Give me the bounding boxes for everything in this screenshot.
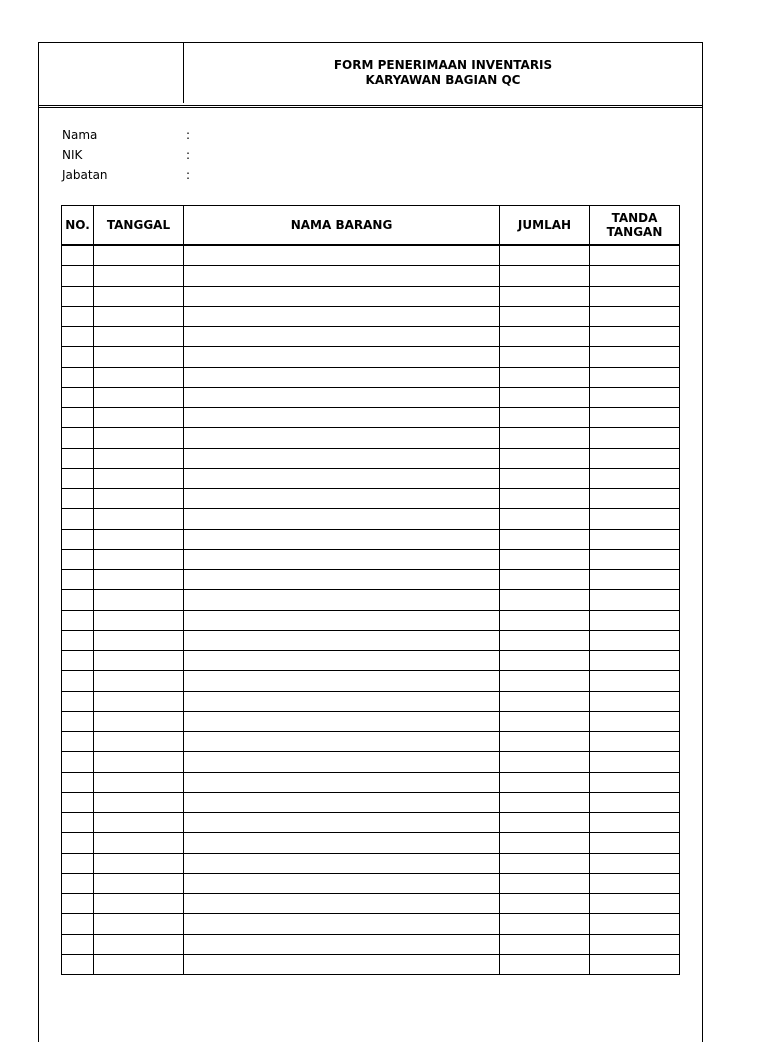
cell-jumlah[interactable] — [500, 873, 590, 893]
cell-nama-barang[interactable] — [184, 266, 500, 286]
cell-tanda-tangan[interactable] — [590, 894, 680, 914]
table-row — [62, 853, 680, 873]
field-jabatan — [62, 165, 196, 185]
cell-nama-barang[interactable] — [184, 245, 500, 266]
table-body — [62, 245, 680, 975]
cell-jumlah[interactable] — [500, 732, 590, 752]
cell-tanda-tangan[interactable] — [590, 853, 680, 873]
cell-tanda-tangan[interactable] — [590, 286, 680, 306]
cell-jumlah[interactable] — [500, 387, 590, 407]
cell-jumlah[interactable] — [500, 489, 590, 509]
cell-tanggal[interactable] — [94, 245, 184, 266]
cell-tanggal[interactable] — [94, 468, 184, 488]
cell-no[interactable] — [62, 549, 94, 569]
cell-no[interactable] — [62, 914, 94, 934]
table-row — [62, 792, 680, 812]
cell-jumlah[interactable] — [500, 428, 590, 448]
cell-jumlah[interactable] — [500, 813, 590, 833]
cell-no[interactable] — [62, 590, 94, 610]
table-row — [62, 954, 680, 974]
cell-jumlah[interactable] — [500, 651, 590, 671]
table-row — [62, 387, 680, 407]
table-row — [62, 327, 680, 347]
cell-nama-barang[interactable] — [184, 853, 500, 873]
cell-no[interactable] — [62, 408, 94, 428]
cell-tanggal[interactable] — [94, 489, 184, 509]
cell-nama-barang[interactable] — [184, 448, 500, 468]
form-title-line1: FORM PENERIMAAN INVENTARIS — [333, 58, 553, 72]
cell-tanggal[interactable] — [94, 590, 184, 610]
table-row — [62, 468, 680, 488]
table-row — [62, 651, 680, 671]
col-header-tanggal: TANGGAL — [94, 206, 184, 246]
cell-tanggal[interactable] — [94, 448, 184, 468]
cell-tanda-tangan[interactable] — [590, 549, 680, 569]
cell-nama-barang[interactable] — [184, 630, 500, 650]
cell-nama-barang[interactable] — [184, 468, 500, 488]
field-label: NIK — [62, 148, 83, 162]
form-header — [39, 43, 702, 108]
cell-no[interactable] — [62, 833, 94, 853]
cell-tanggal[interactable] — [94, 286, 184, 306]
field-label: Jabatan — [62, 168, 108, 182]
cell-no[interactable] — [62, 387, 94, 407]
cell-no[interactable] — [62, 792, 94, 812]
table-row — [62, 610, 680, 630]
cell-jumlah[interactable] — [500, 630, 590, 650]
cell-no[interactable] — [62, 691, 94, 711]
table-row — [62, 914, 680, 934]
cell-jumlah[interactable] — [500, 549, 590, 569]
cell-no[interactable] — [62, 752, 94, 772]
cell-tanda-tangan[interactable] — [590, 428, 680, 448]
cell-jumlah[interactable] — [500, 327, 590, 347]
cell-no[interactable] — [62, 610, 94, 630]
cell-tanggal[interactable] — [94, 428, 184, 448]
col-header-no: NO. — [62, 206, 94, 246]
cell-tanda-tangan[interactable] — [590, 954, 680, 974]
cell-tanda-tangan[interactable] — [590, 570, 680, 590]
cell-no[interactable] — [62, 732, 94, 752]
cell-tanda-tangan[interactable] — [590, 914, 680, 934]
cell-no[interactable] — [62, 529, 94, 549]
cell-tanggal[interactable] — [94, 529, 184, 549]
table-row — [62, 711, 680, 731]
cell-jumlah[interactable] — [500, 286, 590, 306]
cell-no[interactable] — [62, 367, 94, 387]
cell-tanggal[interactable] — [94, 934, 184, 954]
cell-jumlah[interactable] — [500, 590, 590, 610]
table-row — [62, 367, 680, 387]
table-row — [62, 752, 680, 772]
cell-tanggal[interactable] — [94, 671, 184, 691]
field-separator: : — [186, 128, 191, 142]
cell-tanggal[interactable] — [94, 347, 184, 367]
cell-tanggal[interactable] — [94, 306, 184, 326]
cell-jumlah[interactable] — [500, 833, 590, 853]
cell-no[interactable] — [62, 954, 94, 974]
cell-tanda-tangan[interactable] — [590, 610, 680, 630]
cell-nama-barang[interactable] — [184, 570, 500, 590]
cell-nama-barang[interactable] — [184, 509, 500, 529]
cell-tanggal[interactable] — [94, 367, 184, 387]
cell-tanggal[interactable] — [94, 610, 184, 630]
cell-nama-barang[interactable] — [184, 549, 500, 569]
cell-tanggal[interactable] — [94, 772, 184, 792]
cell-tanggal[interactable] — [94, 853, 184, 873]
cell-no[interactable] — [62, 853, 94, 873]
table-row — [62, 509, 680, 529]
inventory-table — [61, 205, 680, 975]
cell-tanggal[interactable] — [94, 954, 184, 974]
field-separator: : — [186, 168, 191, 182]
cell-no[interactable] — [62, 306, 94, 326]
col-header-ttd-line2: TANGAN — [606, 225, 663, 239]
cell-tanda-tangan[interactable] — [590, 651, 680, 671]
cell-tanda-tangan[interactable] — [590, 833, 680, 853]
cell-jumlah[interactable] — [500, 610, 590, 630]
cell-tanggal[interactable] — [94, 691, 184, 711]
cell-nama-barang[interactable] — [184, 711, 500, 731]
cell-jumlah[interactable] — [500, 671, 590, 691]
cell-no[interactable] — [62, 570, 94, 590]
cell-no[interactable] — [62, 813, 94, 833]
cell-tanda-tangan[interactable] — [590, 671, 680, 691]
cell-tanggal[interactable] — [94, 752, 184, 772]
cell-tanda-tangan[interactable] — [590, 934, 680, 954]
cell-nama-barang[interactable] — [184, 387, 500, 407]
table-row — [62, 590, 680, 610]
cell-nama-barang[interactable] — [184, 590, 500, 610]
cell-tanda-tangan[interactable] — [590, 792, 680, 812]
cell-jumlah[interactable] — [500, 408, 590, 428]
cell-no[interactable] — [62, 428, 94, 448]
cell-jumlah[interactable] — [500, 529, 590, 549]
cell-tanda-tangan[interactable] — [590, 468, 680, 488]
cell-no[interactable] — [62, 873, 94, 893]
cell-nama-barang[interactable] — [184, 286, 500, 306]
table-row — [62, 570, 680, 590]
cell-jumlah[interactable] — [500, 509, 590, 529]
cell-tanda-tangan[interactable] — [590, 732, 680, 752]
cell-tanda-tangan[interactable] — [590, 448, 680, 468]
cell-nama-barang[interactable] — [184, 367, 500, 387]
cell-no[interactable] — [62, 266, 94, 286]
col-header-ttd-line1: TANDA — [611, 211, 658, 225]
table-row — [62, 286, 680, 306]
cell-tanda-tangan[interactable] — [590, 711, 680, 731]
cell-tanggal[interactable] — [94, 894, 184, 914]
cell-tanggal[interactable] — [94, 651, 184, 671]
cell-tanggal[interactable] — [94, 792, 184, 812]
cell-jumlah[interactable] — [500, 367, 590, 387]
cell-nama-barang[interactable] — [184, 408, 500, 428]
table-row — [62, 833, 680, 853]
employee-info — [62, 125, 196, 185]
cell-nama-barang[interactable] — [184, 772, 500, 792]
cell-no[interactable] — [62, 468, 94, 488]
cell-no[interactable] — [62, 347, 94, 367]
form-title-line2: KARYAWAN BAGIAN QC — [365, 73, 521, 87]
cell-tanggal[interactable] — [94, 509, 184, 529]
table-row — [62, 691, 680, 711]
cell-jumlah[interactable] — [500, 245, 590, 266]
col-header-tanda-tangan — [590, 206, 680, 246]
cell-nama-barang[interactable] — [184, 732, 500, 752]
cell-no[interactable] — [62, 651, 94, 671]
cell-tanda-tangan[interactable] — [590, 691, 680, 711]
cell-jumlah[interactable] — [500, 266, 590, 286]
cell-jumlah[interactable] — [500, 570, 590, 590]
cell-no[interactable] — [62, 286, 94, 306]
cell-tanda-tangan[interactable] — [590, 408, 680, 428]
cell-nama-barang[interactable] — [184, 813, 500, 833]
cell-nama-barang[interactable] — [184, 914, 500, 934]
table-row — [62, 245, 680, 266]
cell-jumlah[interactable] — [500, 347, 590, 367]
cell-tanda-tangan[interactable] — [590, 772, 680, 792]
cell-nama-barang[interactable] — [184, 894, 500, 914]
cell-tanggal[interactable] — [94, 914, 184, 934]
cell-nama-barang[interactable] — [184, 428, 500, 448]
cell-nama-barang[interactable] — [184, 792, 500, 812]
cell-no[interactable] — [62, 489, 94, 509]
field-nik — [62, 145, 196, 165]
cell-tanggal[interactable] — [94, 630, 184, 650]
table-row — [62, 813, 680, 833]
cell-tanda-tangan[interactable] — [590, 630, 680, 650]
cell-jumlah[interactable] — [500, 468, 590, 488]
table-row — [62, 408, 680, 428]
field-separator: : — [186, 148, 191, 162]
cell-no[interactable] — [62, 245, 94, 266]
cell-nama-barang[interactable] — [184, 610, 500, 630]
cell-tanggal[interactable] — [94, 873, 184, 893]
cell-tanda-tangan[interactable] — [590, 306, 680, 326]
cell-tanda-tangan[interactable] — [590, 873, 680, 893]
cell-tanggal[interactable] — [94, 711, 184, 731]
cell-no[interactable] — [62, 671, 94, 691]
field-nama — [62, 125, 196, 145]
cell-tanda-tangan[interactable] — [590, 347, 680, 367]
table-row — [62, 934, 680, 954]
table-row — [62, 894, 680, 914]
cell-nama-barang[interactable] — [184, 651, 500, 671]
table-row — [62, 732, 680, 752]
field-label: Nama — [62, 128, 98, 142]
cell-nama-barang[interactable] — [184, 691, 500, 711]
cell-jumlah[interactable] — [500, 691, 590, 711]
cell-tanda-tangan[interactable] — [590, 387, 680, 407]
cell-no[interactable] — [62, 630, 94, 650]
cell-no[interactable] — [62, 772, 94, 792]
cell-no[interactable] — [62, 711, 94, 731]
table-row — [62, 489, 680, 509]
cell-tanda-tangan[interactable] — [590, 752, 680, 772]
cell-nama-barang[interactable] — [184, 873, 500, 893]
cell-tanda-tangan[interactable] — [590, 245, 680, 266]
cell-jumlah[interactable] — [500, 792, 590, 812]
table-row — [62, 306, 680, 326]
cell-tanda-tangan[interactable] — [590, 590, 680, 610]
cell-nama-barang[interactable] — [184, 489, 500, 509]
table-row — [62, 630, 680, 650]
cell-nama-barang[interactable] — [184, 347, 500, 367]
cell-jumlah[interactable] — [500, 954, 590, 974]
cell-jumlah[interactable] — [500, 306, 590, 326]
cell-tanda-tangan[interactable] — [590, 266, 680, 286]
cell-nama-barang[interactable] — [184, 306, 500, 326]
cell-tanda-tangan[interactable] — [590, 509, 680, 529]
cell-jumlah[interactable] — [500, 914, 590, 934]
cell-nama-barang[interactable] — [184, 671, 500, 691]
cell-tanda-tangan[interactable] — [590, 813, 680, 833]
cell-tanggal[interactable] — [94, 408, 184, 428]
table-header-row — [62, 206, 680, 246]
cell-no[interactable] — [62, 894, 94, 914]
cell-no[interactable] — [62, 509, 94, 529]
cell-nama-barang[interactable] — [184, 833, 500, 853]
cell-no[interactable] — [62, 327, 94, 347]
table-row — [62, 772, 680, 792]
cell-nama-barang[interactable] — [184, 954, 500, 974]
cell-jumlah[interactable] — [500, 711, 590, 731]
cell-jumlah[interactable] — [500, 853, 590, 873]
table-row — [62, 549, 680, 569]
cell-jumlah[interactable] — [500, 752, 590, 772]
table-row — [62, 266, 680, 286]
table-row — [62, 529, 680, 549]
cell-tanggal[interactable] — [94, 549, 184, 569]
cell-tanggal[interactable] — [94, 387, 184, 407]
col-header-jumlah: JUMLAH — [500, 206, 590, 246]
table-row — [62, 428, 680, 448]
cell-jumlah[interactable] — [500, 934, 590, 954]
cell-tanda-tangan[interactable] — [590, 367, 680, 387]
cell-no[interactable] — [62, 448, 94, 468]
cell-jumlah[interactable] — [500, 772, 590, 792]
logo-cell — [39, 43, 184, 103]
cell-jumlah[interactable] — [500, 448, 590, 468]
cell-nama-barang[interactable] — [184, 752, 500, 772]
cell-tanggal[interactable] — [94, 570, 184, 590]
table-row — [62, 671, 680, 691]
cell-tanda-tangan[interactable] — [590, 529, 680, 549]
form-sheet — [38, 42, 703, 1042]
cell-nama-barang[interactable] — [184, 529, 500, 549]
table-row — [62, 448, 680, 468]
cell-jumlah[interactable] — [500, 894, 590, 914]
cell-nama-barang[interactable] — [184, 934, 500, 954]
cell-tanggal[interactable] — [94, 327, 184, 347]
table-row — [62, 873, 680, 893]
table-row — [62, 347, 680, 367]
cell-nama-barang[interactable] — [184, 327, 500, 347]
form-title — [184, 43, 702, 103]
cell-tanda-tangan[interactable] — [590, 489, 680, 509]
cell-tanggal[interactable] — [94, 813, 184, 833]
cell-tanggal[interactable] — [94, 732, 184, 752]
cell-tanggal[interactable] — [94, 833, 184, 853]
cell-tanda-tangan[interactable] — [590, 327, 680, 347]
col-header-nama-barang: NAMA BARANG — [184, 206, 500, 246]
cell-tanggal[interactable] — [94, 266, 184, 286]
cell-no[interactable] — [62, 934, 94, 954]
